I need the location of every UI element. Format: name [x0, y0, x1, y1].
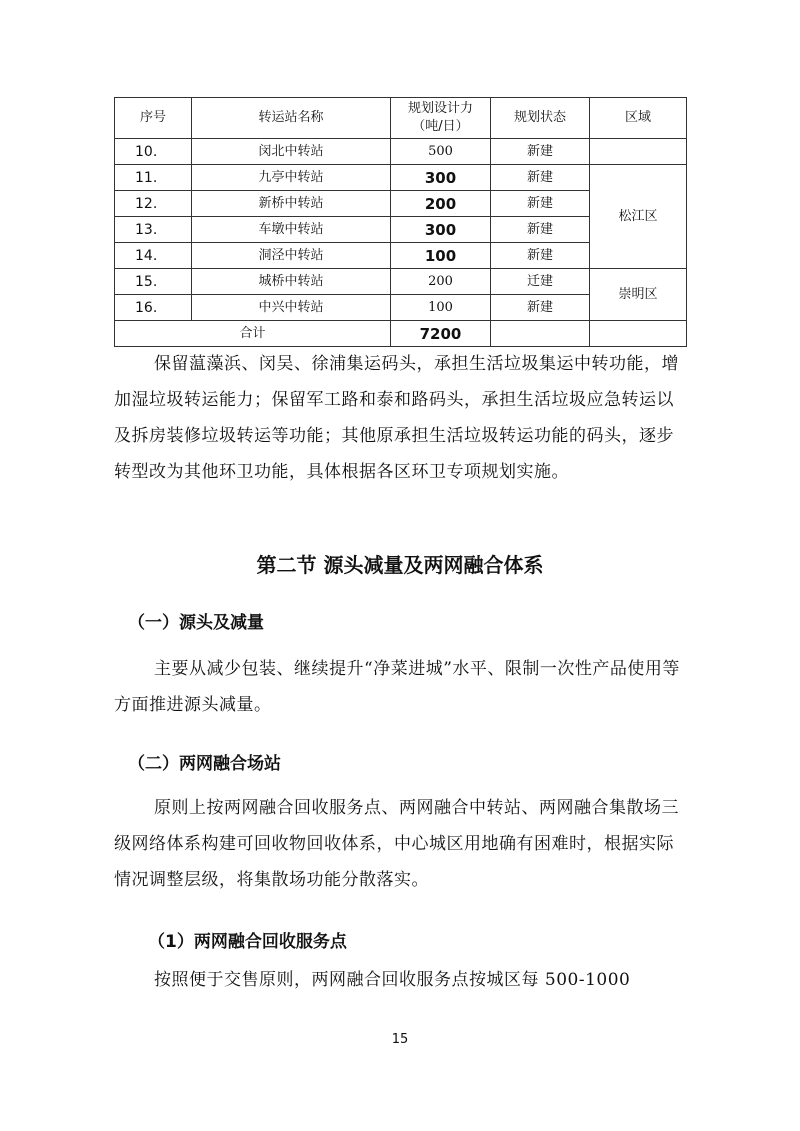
- cell-seq: 11.: [115, 165, 192, 191]
- table-header-row: [115, 98, 687, 139]
- table-total-row: [115, 321, 687, 347]
- cell-capacity: 100: [391, 243, 491, 269]
- paragraph-network-system: 原则上按两网融合回收服务点、两网融合中转站、两网融合集散场三级网络体系构建可回收物回收体系，中心城区用地确有困难时，根据实际情况调整层级，将集散场功能分散落实。: [114, 798, 679, 890]
- cell-status: 新建: [491, 217, 590, 243]
- cell-status: 新建: [491, 243, 590, 269]
- cell-total-capacity: 7200: [391, 321, 491, 347]
- cell-status: 新建: [491, 191, 590, 217]
- cell-seq: 13.: [115, 217, 192, 243]
- cell-district-songjiang: 松江区: [590, 165, 687, 269]
- section-heading: 第二节 源头减量及两网融合体系: [256, 553, 544, 577]
- subsection-heading-service-points: （1）两网融合回收服务点: [148, 932, 347, 952]
- cell-seq: 16.: [115, 295, 192, 321]
- cell-capacity: 200: [391, 191, 491, 217]
- header-capacity: [391, 98, 491, 139]
- header-seq: 序号: [115, 98, 192, 139]
- cell-station-name: 中兴中转站: [192, 295, 391, 321]
- paragraph-dock-retention: 保留蕰藻浜、闵吴、徐浦集运码头，承担生活垃圾集运中转功能，增加湿垃圾转运能力；保留军工路和泰和路码头，承担生活垃圾应急转运以及拆房装修垃圾转运等功能；其他原承担生活垃圾转运功能的码头，逐步转型改为其他环卫功能，具体根据各区环卫专项规划实施。: [114, 354, 679, 482]
- cell-district-chongming: 崇明区: [590, 269, 687, 321]
- cell-capacity: 500: [391, 139, 491, 165]
- cell-seq: 15.: [115, 269, 192, 295]
- cell-station-name: 九亭中转站: [192, 165, 391, 191]
- cell-status: 新建: [491, 295, 590, 321]
- header-capacity-line1: 规划设计力: [407, 101, 473, 116]
- cell-station-name: 车墩中转站: [192, 217, 391, 243]
- cell-capacity: 100: [391, 295, 491, 321]
- paragraph-service-points: 按照便于交售原则，两网融合回收服务点按城区每 500-1000: [154, 970, 631, 990]
- cell-capacity: 300: [391, 217, 491, 243]
- cell-status: 新建: [491, 139, 590, 165]
- cell-seq: 12.: [115, 191, 192, 217]
- table-row: [115, 165, 687, 191]
- transfer-station-table: [114, 97, 687, 347]
- header-station-name: 转运站名称: [192, 98, 391, 139]
- cell-total-label: 合计: [115, 321, 391, 347]
- cell-station-name: 城桥中转站: [192, 269, 391, 295]
- subsection-heading-source-reduction: （一）源头及减量: [128, 613, 264, 633]
- cell-status: 新建: [491, 165, 590, 191]
- cell-capacity: 200: [391, 269, 491, 295]
- page-number: 15: [391, 1032, 409, 1047]
- table-row: [115, 139, 687, 165]
- cell-district-empty: [590, 139, 687, 165]
- subsection-heading-stations: （二）两网融合场站: [128, 754, 281, 774]
- cell-seq: 10.: [115, 139, 192, 165]
- header-district: 区域: [590, 98, 687, 139]
- header-capacity-line2: （吨/日）: [412, 119, 469, 134]
- header-status: 规划状态: [491, 98, 590, 139]
- cell-station-name: 洞泾中转站: [192, 243, 391, 269]
- cell-total-status-empty: [491, 321, 590, 347]
- cell-station-name: 闵北中转站: [192, 139, 391, 165]
- paragraph-source-reduction: 主要从减少包装、继续提升“净菜进城”水平、限制一次性产品使用等方面推进源头减量。: [114, 659, 680, 715]
- cell-seq: 14.: [115, 243, 192, 269]
- table-row: [115, 269, 687, 295]
- cell-status: 迁建: [491, 269, 590, 295]
- cell-capacity: 300: [391, 165, 491, 191]
- cell-station-name: 新桥中转站: [192, 191, 391, 217]
- cell-total-district-empty: [590, 321, 687, 347]
